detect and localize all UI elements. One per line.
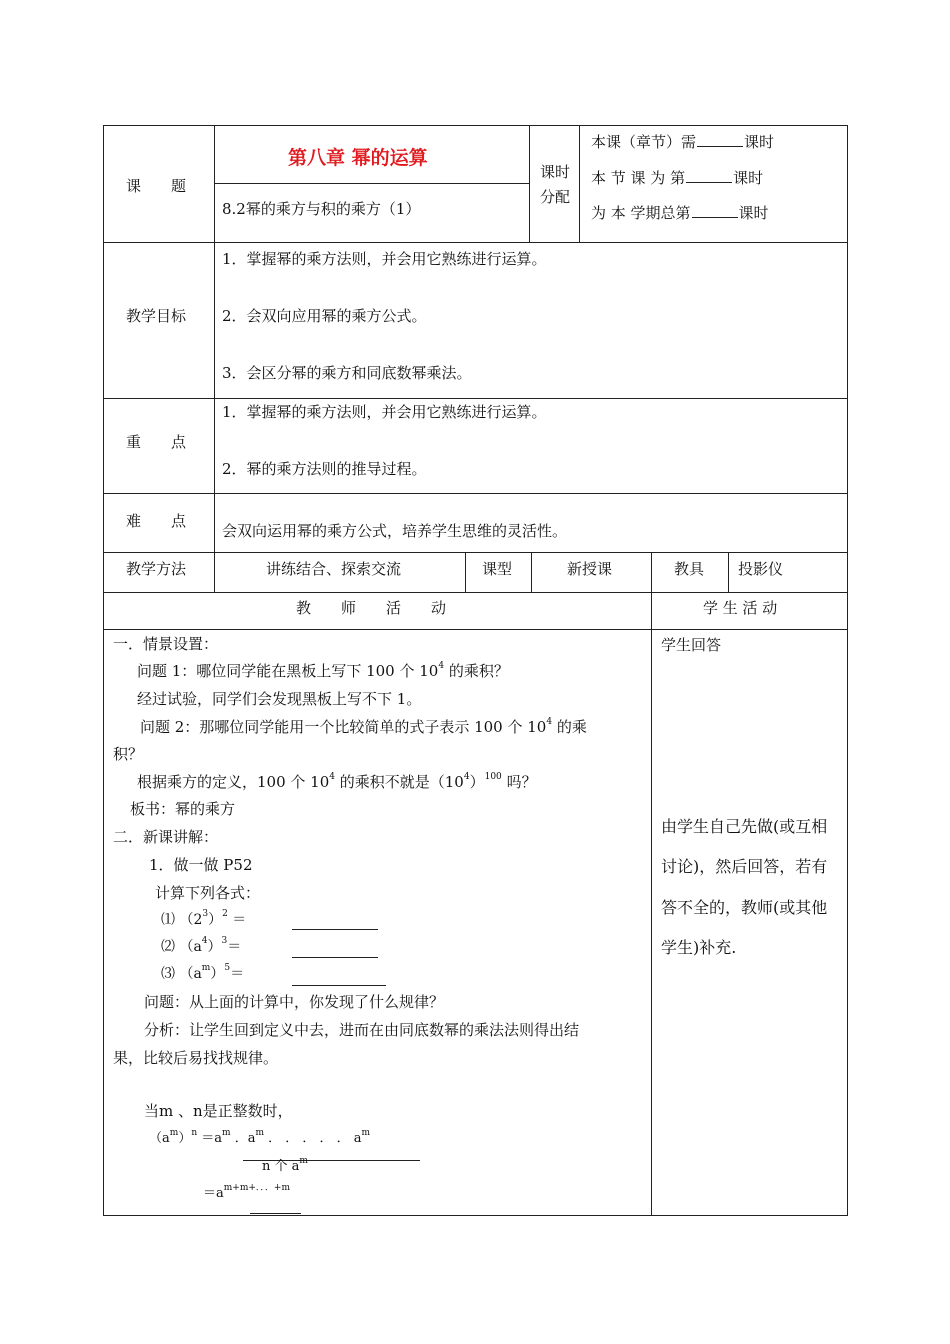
divider [728, 552, 729, 592]
analysis-line: 分析：让学生回到定义中去，进而在由同底数幂的乘法法则得出结 [144, 1021, 580, 1039]
goal-item: 2．会双向应用幂的乘方公式。 [222, 307, 427, 325]
answer-line[interactable] [292, 957, 378, 958]
student-activity-heading: 学 生 活 动 [703, 599, 778, 617]
period-line-prefix: 本课（章节）需 [591, 133, 697, 151]
text-line: 积？ [113, 745, 144, 763]
key-point-item: 2．幂的乘方法则的推导过程。 [222, 460, 427, 478]
question-1: 问题 1：哪位同学能在黑板上写下 100 个 $10^4$ 的乘积？ [137, 661, 509, 680]
period-line-prefix: 本 节 课 为 第 [591, 169, 686, 187]
section-heading: 一．情景设置： [113, 635, 219, 653]
formula-line-3: $=a^{m+m+...+m}$ [203, 1182, 290, 1201]
tool-label: 教具 [674, 560, 705, 578]
teacher-activity-heading: 教 师 活 动 [296, 599, 447, 617]
condition-line: 当m 、n是正整数时， [144, 1102, 293, 1120]
text-line: 计算下列各式： [155, 884, 261, 902]
period-line-suffix: 课时 [744, 133, 775, 151]
divider [103, 242, 848, 243]
fill-blank[interactable] [692, 203, 738, 218]
divider [579, 125, 580, 242]
formula-line-2: n 个 $a^m$ [262, 1155, 308, 1174]
exercise-1: ⑴ $(2^3)^2$ ＝ [161, 909, 247, 928]
divider [103, 398, 848, 399]
period-line [591, 203, 769, 223]
section-title: 8.2幂的乘方与积的乘方（1） [222, 200, 421, 218]
divider [651, 592, 652, 1215]
goal-item: 3．会区分幂的乘方和同底数幂乘法。 [222, 364, 472, 382]
goal-item: 1．掌握幂的乘方法则，并会用它熟练进行运算。 [222, 250, 547, 268]
period-line [591, 168, 763, 188]
fill-blank[interactable] [697, 132, 743, 147]
section-heading: 二．新课讲解： [113, 828, 219, 846]
period-line-prefix: 为 本 学期总第 [591, 204, 691, 222]
answer-line[interactable] [292, 985, 386, 986]
divider [529, 125, 530, 242]
question-2: 问题 2：那哪位同学能用一个比较简单的式子表示 100 个 $10^4$ 的乘 [140, 717, 587, 736]
exercise-3: ⑶ $(a^m)^5=$ [161, 963, 245, 982]
text-line: 经过试验，同学们会发现黑板上写不下 1。 [137, 690, 422, 708]
key-points-label: 重 点 [126, 433, 187, 451]
divider [531, 552, 532, 592]
student-response-line: 讨论)，然后回答，若有 [661, 857, 828, 876]
type-label: 课型 [482, 560, 513, 578]
key-point-item: 1．掌握幂的乘方法则，并会用它熟练进行运算。 [222, 403, 547, 421]
divider [214, 125, 215, 592]
method-label: 教学方法 [126, 560, 187, 578]
method-value: 讲练结合、探索交流 [266, 560, 402, 578]
definition-line: 根据乘方的定义，100 个 $10^4$ 的乘积不就是$(10^4)^{100}$ 吗？ [137, 772, 537, 791]
exercise-2: ⑵ $(a^4)^3=$ [161, 936, 242, 955]
fill-blank[interactable] [686, 168, 732, 183]
divider [103, 592, 848, 593]
divider [103, 552, 848, 553]
period-line-suffix: 课时 [733, 169, 764, 187]
student-response-line: 学生)补充. [661, 938, 737, 957]
period-label: 课时 [540, 163, 571, 181]
difficulty-text: 会双向运用幂的乘方公式，培养学生思维的灵活性。 [222, 522, 568, 540]
goals-label: 教学目标 [126, 307, 187, 325]
chapter-title: 第八章 幂的运算 [288, 147, 428, 169]
text-line: 1．做一做 P52 [149, 856, 253, 874]
period-line-suffix: 课时 [738, 204, 769, 222]
answer-line[interactable] [292, 929, 378, 930]
divider [214, 183, 529, 184]
topic-label: 课 题 [126, 177, 187, 195]
tool-value: 投影仪 [738, 560, 784, 578]
table-border-left [103, 125, 104, 1215]
divider [103, 493, 848, 494]
divider [651, 552, 652, 592]
period-line [591, 132, 774, 152]
type-value: 新授课 [567, 560, 613, 578]
table-border-bottom [103, 1215, 848, 1216]
divider [103, 629, 848, 630]
difficulty-label: 难 点 [126, 512, 187, 530]
question-3: 问题：从上面的计算中，你发现了什么规律？ [144, 993, 445, 1011]
period-label: 分配 [540, 188, 571, 206]
analysis-line: 果，比较后易找找规律。 [113, 1049, 279, 1067]
divider [465, 552, 466, 592]
student-response-line: 由学生自己先做(或互相 [661, 817, 828, 836]
table-border-right [847, 125, 848, 1215]
formula-line-1: $(a^m)^n =a^m$ ．$a^m$ ． ． ． ． ． $a^m$ [149, 1127, 371, 1146]
student-response: 学生回答 [661, 636, 722, 654]
student-response-line: 答不全的，教师(或其他 [661, 898, 828, 917]
brace-line [250, 1213, 301, 1214]
board-note: 板书：幂的乘方 [130, 800, 236, 818]
